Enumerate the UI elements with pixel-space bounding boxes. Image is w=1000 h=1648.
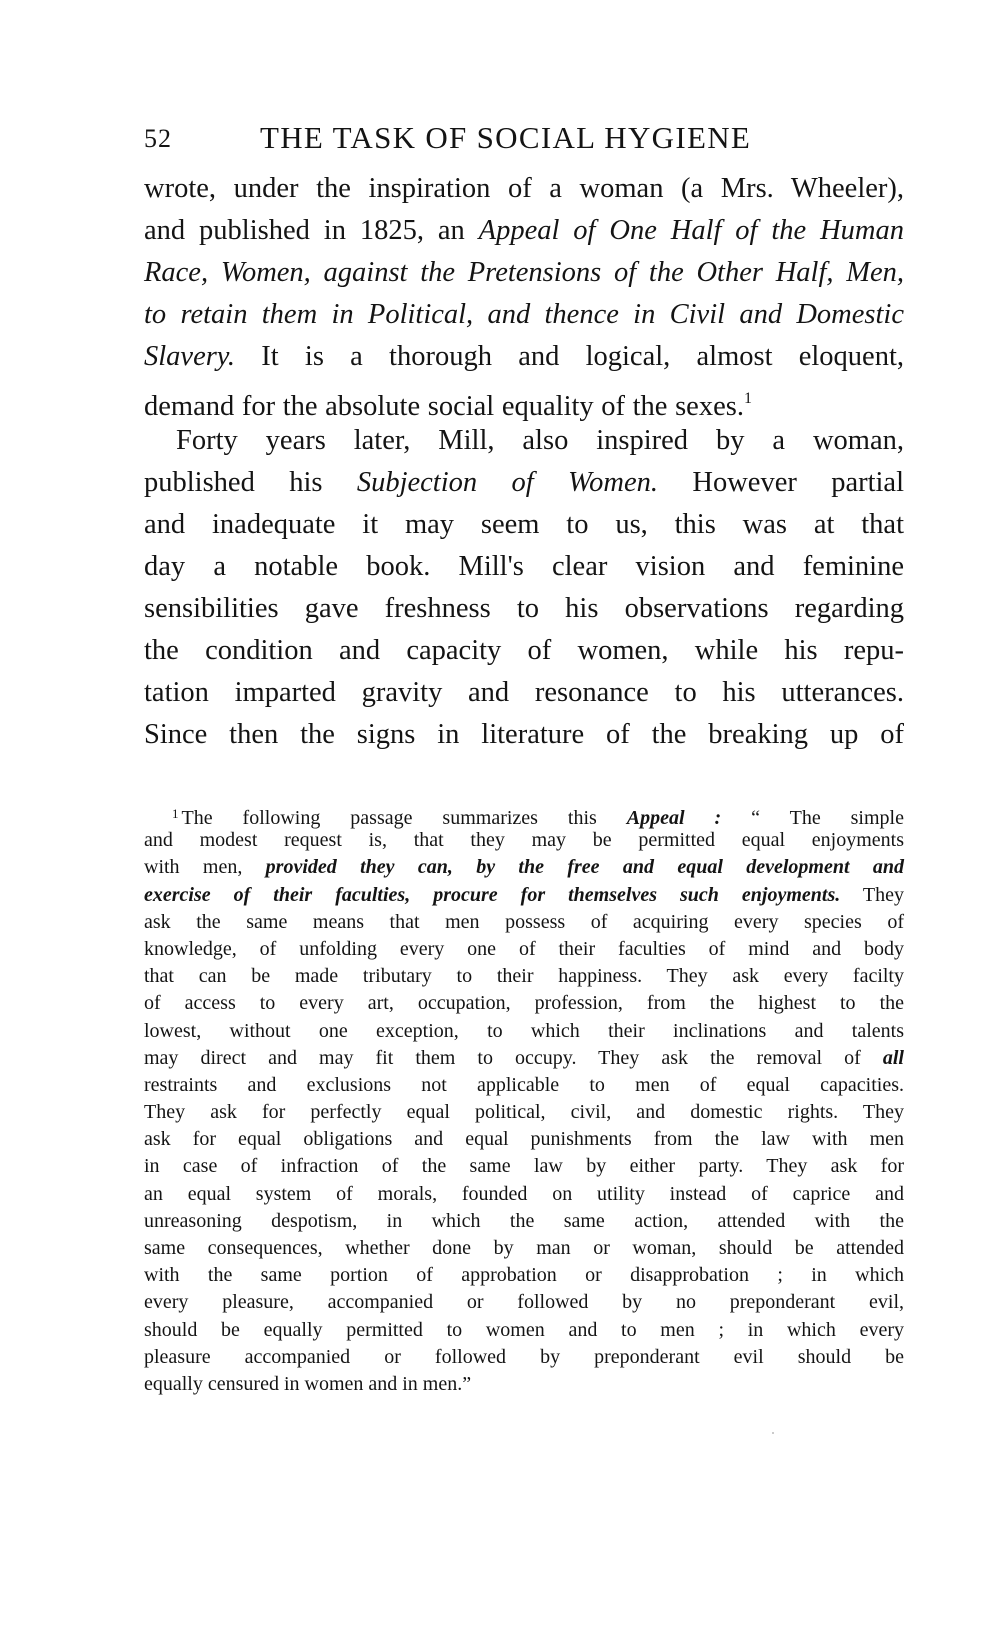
footnote-line: ask for equal obligations and equal punishments from the law with men	[144, 1128, 904, 1151]
footnote-line	[144, 854, 904, 881]
footnote-line: They ask for perfectly equal political, civil, and domestic rights. They	[144, 1101, 904, 1124]
running-title: THE TASK OF SOCIAL HYGIENE	[260, 120, 752, 155]
text-line	[144, 210, 904, 252]
emphasis-italic: Appeal :	[626, 807, 722, 829]
main-text	[144, 168, 904, 756]
text-run: However partial	[658, 467, 904, 498]
text-line: wrote, under the inspiration of a woman (a Mrs. Wheeler),	[144, 173, 904, 204]
footnote-line: restraints and exclusions not applicable to men of equal capacities.	[144, 1073, 904, 1096]
footnote-line: in case of infraction of the same law by either party. They ask for	[144, 1155, 904, 1178]
text-run: and published in 1825, an	[144, 215, 479, 246]
text-line	[144, 462, 904, 504]
footnote-line: pleasure accompanied or followed by preponderant evil should be	[144, 1345, 904, 1368]
text-line	[144, 336, 904, 378]
paragraph-first-line: Forty years later, Mill, also inspired by a woman,	[176, 425, 904, 456]
text-run: with men,	[144, 856, 266, 879]
book-title-italic: to retain them in Political, and thence in Civil and Domestic	[144, 299, 904, 330]
text-line	[144, 294, 904, 336]
emphasis-italic: exercise of their faculties, procure for themselves such enjoyments.	[144, 883, 841, 906]
book-title-italic: Appeal of One Half of the Human	[478, 215, 905, 246]
text-run: “ The simple	[721, 807, 904, 829]
footnote-line: equally censured in women and in men.”	[144, 1372, 472, 1395]
footnote-reference[interactable]: 1	[743, 390, 752, 407]
text-line: day a notable book. Mill's clear vision and feminine	[144, 551, 904, 582]
text-run: may direct and may fit them to occupy. They ask the removal of	[144, 1046, 883, 1069]
footnote-line: should be equally permitted to women and to men ; in which every	[144, 1318, 904, 1341]
footnote-line: same consequences, whether done by man or woman, should be attended	[144, 1237, 904, 1259]
book-title-italic: Race, Women, against the Pretensions of the Other Half, Men,	[144, 257, 904, 288]
scan-speck	[772, 1432, 774, 1434]
book-title-italic: Subjection of Women.	[356, 467, 659, 498]
text-line	[144, 252, 904, 294]
text-line: Since then the signs in literature of the breaking up of	[144, 719, 904, 750]
footnote-line: with the same portion of approbation or disapprobation ; in which	[144, 1264, 904, 1287]
footnote-line: that can be made tributary to their happiness. They ask every facilty	[144, 965, 904, 988]
footnote-line	[144, 882, 904, 909]
emphasis-italic: all	[882, 1046, 904, 1069]
footnote-line: and modest request is, that they may be permitted equal enjoyments	[144, 829, 904, 852]
book-title-italic: Slavery.	[144, 341, 236, 372]
text-run: It is a thorough and logical, almost eloquent,	[235, 341, 904, 372]
text-run: The following passage summarizes this	[181, 807, 627, 829]
text-line: sensibilities gave freshness to his observations regarding	[144, 593, 904, 624]
text-line: tation imparted gravity and resonance to his utterances.	[144, 677, 904, 708]
footnote-line: of access to every art, occupation, profession, from the highest to the	[144, 992, 904, 1015]
text-line	[144, 378, 904, 420]
footnote-line: every pleasure, accompanied or followed by no preponderant evil,	[144, 1291, 904, 1314]
page-header	[144, 120, 904, 168]
text-run: They	[840, 883, 905, 906]
footnote-line	[144, 800, 904, 827]
text-run: demand for the absolute social equality of the sexes.	[144, 391, 744, 422]
footnote-line: knowledge, of unfolding every one of their faculties of mind and body	[144, 937, 904, 960]
footnote-line: lowest, without one exception, to which their inclinations and talents	[144, 1019, 904, 1042]
emphasis-italic: provided they can, by the free and equal development and	[265, 856, 904, 879]
text-line: the condition and capacity of women, while his repu-	[144, 635, 904, 666]
page-number: 52	[144, 124, 172, 153]
footnote	[144, 800, 904, 1398]
footnote-line: unreasoning despotism, in which the same action, attended with the	[144, 1209, 904, 1232]
text-line: and inadequate it may seem to us, this was at that	[144, 509, 904, 540]
footnote-line	[144, 1045, 904, 1072]
footnote-marker: 1	[172, 806, 179, 821]
text-run: published his	[144, 467, 357, 498]
footnote-line: ask the same means that men possess of acquiring every species of	[144, 910, 904, 933]
footnote-line: an equal system of morals, founded on utility instead of caprice and	[144, 1182, 904, 1205]
